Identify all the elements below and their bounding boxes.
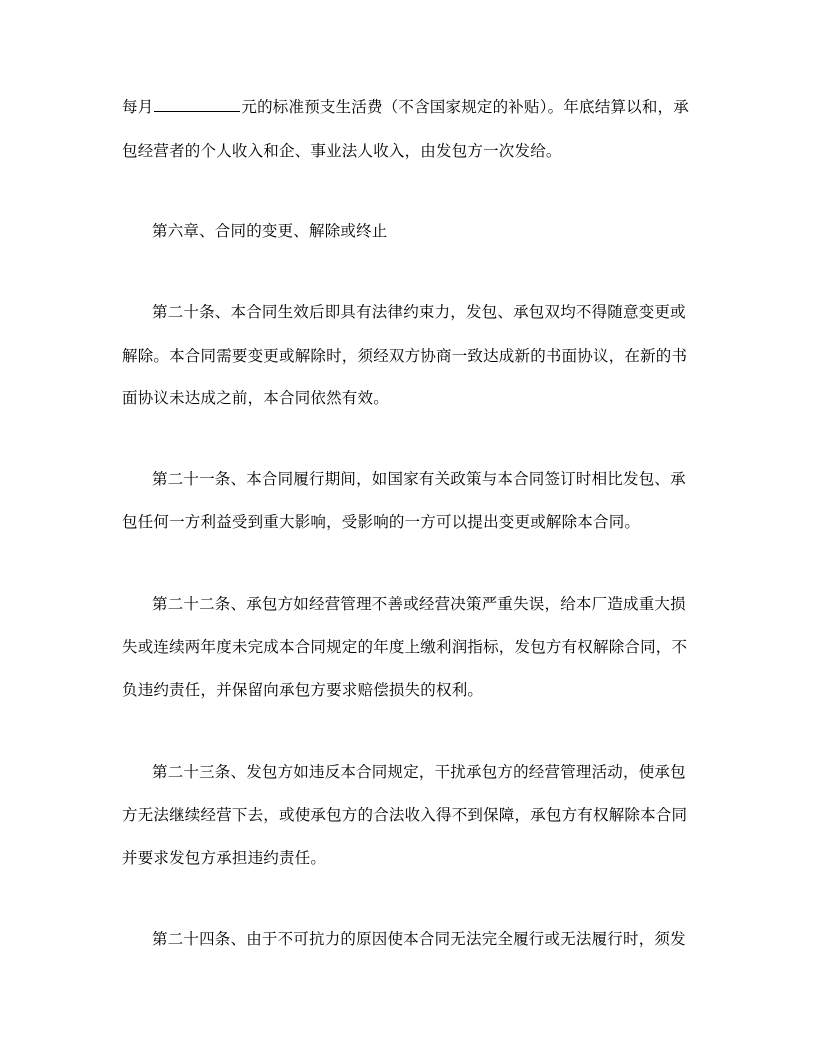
chapter-heading: 第六章、合同的变更、解除或终止 (152, 222, 388, 240)
article-20-line: 第二十条、本合同生效后即具有法律约束力，发包、承包双均不得随意变更或 (152, 303, 686, 321)
article-21-line: 包任何一方利益受到重大影响，受影响的一方可以提出变更或解除本合同。 (122, 513, 641, 531)
article-23-line: 并要求发包方承担违约责任。 (122, 849, 327, 867)
text-segment: 每月 (122, 98, 154, 116)
paragraph-line: 包经营者的个人收入和企、事业法人收入，由发包方一次发给。 (122, 142, 562, 160)
text-segment: 元的标准预支生活费（不含国家规定的补贴）。年底结算以和，承 (241, 98, 689, 116)
article-20-line: 解除。本合同需要变更或解除时，须经双方协商一致达成新的书面协议，在新的书 (122, 347, 688, 365)
article-22-line: 第二十二条、承包方如经营管理不善或经营决策严重失误，给本厂造成重大损 (152, 595, 686, 613)
article-22-line: 失或连续两年度未完成本合同规定的年度上缴利润指标，发包方有权解除合同，不 (122, 638, 688, 656)
article-23-line: 方无法继续经营下去，或使承包方的合法收入得不到保障，承包方有权解除本合同 (122, 806, 688, 824)
article-23-line: 第二十三条、发包方如违反本合同规定，干扰承包方的经营管理活动，使承包 (152, 763, 686, 781)
article-20-line: 面协议未达成之前，本合同依然有效。 (122, 389, 389, 407)
article-22-line: 负违约责任，并保留向承包方要求赔偿损失的权利。 (122, 681, 484, 699)
fill-in-blank (154, 97, 240, 112)
article-24-line: 第二十四条、由于不可抗力的原因使本合同无法完全履行或无法履行时，须发 (152, 930, 686, 948)
paragraph-line (122, 97, 689, 117)
article-21-line: 第二十一条、本合同履行期间，如国家有关政策与本合同签订时相比发包、承 (152, 470, 686, 488)
